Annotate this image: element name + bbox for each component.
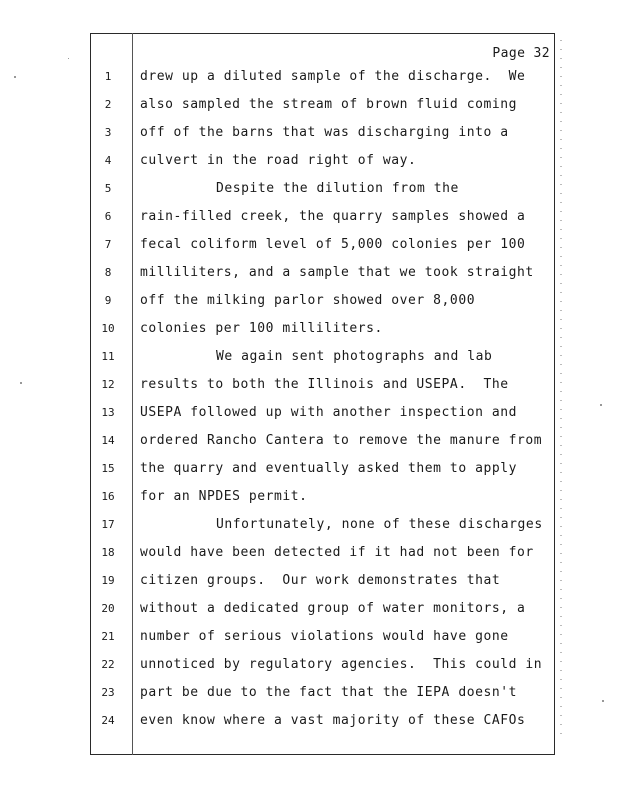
transcript-line [92, 235, 552, 255]
line-text: ordered Rancho Cantera to remove the manure from [140, 433, 543, 448]
line-text: rain-filled creek, the quarry samples showed a [140, 209, 526, 224]
line-text: the quarry and eventually asked them to apply [140, 461, 517, 476]
line-text: drew up a diluted sample of the discharge. We [140, 69, 526, 84]
line-text: without a dedicated group of water monitors, a [140, 601, 526, 616]
line-text: for an NPDES permit. [140, 489, 308, 504]
scan-speck [602, 700, 604, 702]
line-text: would have been detected if it had not been for [140, 545, 534, 560]
transcript-line [92, 655, 552, 675]
transcript-line [92, 347, 552, 367]
line-number: 7 [104, 238, 112, 251]
transcript-line [92, 515, 552, 535]
transcript-line [92, 263, 552, 283]
transcript-line [92, 571, 552, 591]
line-number: 24 [101, 714, 115, 727]
transcript-line [92, 375, 552, 395]
line-text: We again sent photographs and lab [216, 349, 493, 364]
line-text: results to both the Illinois and USEPA. The [140, 377, 509, 392]
line-number: 19 [101, 574, 115, 587]
page-number: Page 32 [492, 46, 550, 61]
transcript-line [92, 599, 552, 619]
transcript-line [92, 403, 552, 423]
line-number: 15 [101, 462, 115, 475]
line-number: 5 [104, 182, 112, 195]
line-text: citizen groups. Our work demonstrates that [140, 573, 501, 588]
scan-speck [68, 58, 69, 59]
line-number: 20 [101, 602, 115, 615]
transcript-line [92, 123, 552, 143]
line-number: 23 [101, 686, 115, 699]
scan-speck [14, 76, 16, 78]
transcript-line [92, 683, 552, 703]
transcript-line [92, 487, 552, 507]
transcript-line [92, 291, 552, 311]
transcript-line [92, 95, 552, 115]
line-number: 3 [104, 126, 112, 139]
line-text: culvert in the road right of way. [140, 153, 417, 168]
transcript-line [92, 431, 552, 451]
transcript-line [92, 151, 552, 171]
scan-speck [20, 382, 22, 384]
line-number: 8 [104, 266, 112, 279]
line-text: colonies per 100 milliliters. [140, 321, 383, 336]
line-text: unnoticed by regulatory agencies. This could in [140, 657, 543, 672]
scan-speck [600, 404, 602, 406]
line-number: 16 [101, 490, 115, 503]
line-text: milliliters, and a sample that we took straight [140, 265, 534, 280]
transcript-line [92, 207, 552, 227]
line-text: USEPA followed up with another inspection and [140, 405, 517, 420]
line-number: 22 [101, 658, 115, 671]
line-text: even know where a vast majority of these CAFOs [140, 713, 526, 728]
right-margin-dotted-rule [560, 40, 562, 740]
line-number: 11 [101, 350, 115, 363]
line-text: fecal coliform level of 5,000 colonies per 100 [140, 237, 526, 252]
line-number: 18 [101, 546, 115, 559]
line-number: 2 [104, 98, 112, 111]
transcript-line [92, 711, 552, 731]
line-number: 10 [101, 322, 115, 335]
line-text: number of serious violations would have gone [140, 629, 509, 644]
line-number: 17 [101, 518, 115, 531]
line-text: off the milking parlor showed over 8,000 [140, 293, 476, 308]
line-number: 13 [101, 406, 115, 419]
line-text: Despite the dilution from the [216, 181, 459, 196]
line-text: off of the barns that was discharging into a [140, 125, 509, 140]
transcript-line [92, 319, 552, 339]
transcript-line [92, 459, 552, 479]
line-number: 6 [104, 210, 112, 223]
transcript-line [92, 543, 552, 563]
line-text: part be due to the fact that the IEPA doesn't [140, 685, 517, 700]
transcript-line [92, 67, 552, 87]
line-number: 1 [104, 70, 112, 83]
transcript-line [92, 179, 552, 199]
line-text: also sampled the stream of brown fluid coming [140, 97, 517, 112]
line-number: 9 [104, 294, 112, 307]
line-number: 4 [104, 154, 112, 167]
line-number: 12 [101, 378, 115, 391]
line-text: Unfortunately, none of these discharges [216, 517, 543, 532]
line-number: 21 [101, 630, 115, 643]
line-number: 14 [101, 434, 115, 447]
transcript-line [92, 627, 552, 647]
